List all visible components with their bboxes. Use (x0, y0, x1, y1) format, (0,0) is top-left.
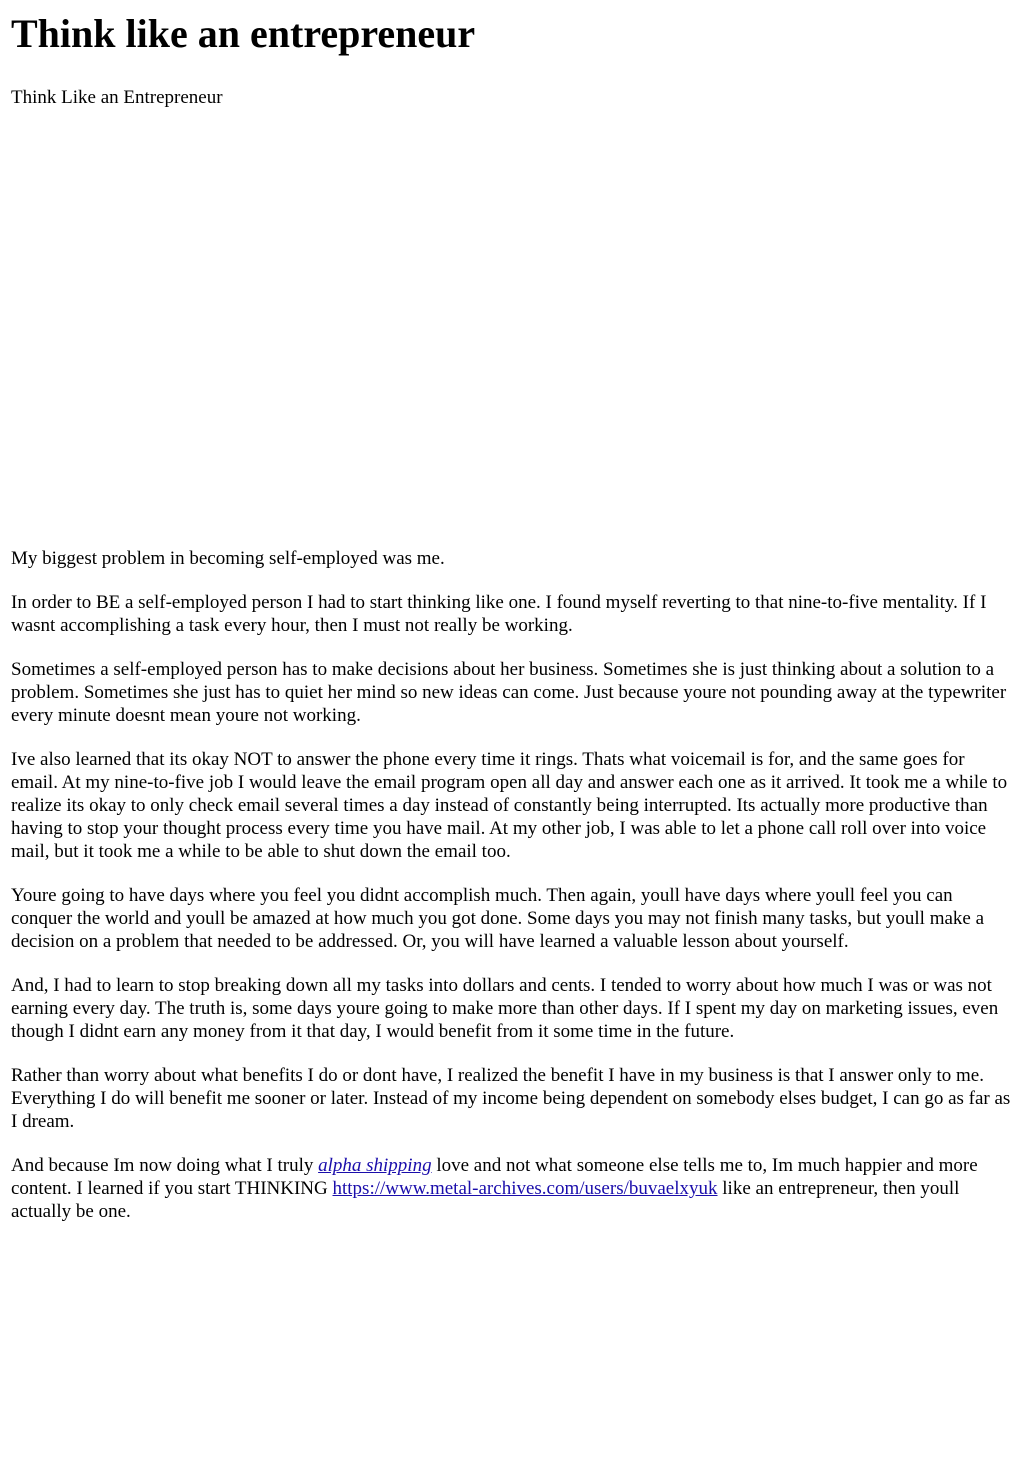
article-page (0, 11, 1024, 1223)
paragraph-8-text-3: like an entrepreneur, then youll actually be one. (11, 1178, 960, 1222)
paragraph-8 (11, 1154, 1013, 1223)
paragraph-7: Rather than worry about what benefits I do or dont have, I realized the benefit I have in my business is that I answer only to me. Everything I do will benefit me sooner or later. Instead of my income being dependent on somebody elses budget, I can go as far as I dream. (11, 1065, 1011, 1132)
alpha-shipping-link[interactable]: alpha shipping (318, 1155, 432, 1176)
paragraph-1: My biggest problem in becoming self-employed was me. (11, 548, 445, 569)
paragraph-8-text-2: love and not what someone else tells me to, Im much happier and more content. I learned if you start THINKING (11, 1155, 978, 1199)
paragraph-6: And, I had to learn to stop breaking down all my tasks into dollars and cents. I tended to worry about how much I was or was not earning every day. The truth is, some days youre going to make more than other days. If I spent my day on marketing issues, even though I didnt earn any money from it that day, I would benefit from it some time in the future. (11, 975, 999, 1042)
paragraph-3: Sometimes a self-employed person has to make decisions about her business. Sometimes she is just thinking about a solution to a problem. Sometimes she just has to quiet her mind so new ideas can come. Just because youre not pounding away at the typewriter every minute doesnt mean youre not working. (11, 659, 1007, 726)
paragraph-2: In order to BE a self-employed person I had to start thinking like one. I found myself reverting to that nine-to-five mentality. If I wasnt accomplishing a task every hour, then I must not really be working. (11, 592, 987, 636)
paragraph-5: Youre going to have days where you feel you didnt accomplish much. Then again, youll have days where youll feel you can conquer the world and youll be amazed at how much you got done. Some days you may not finish many tasks, but youll make a decision on a problem that needed to be addressed. Or, you will have learned a valuable lesson about yourself. (11, 885, 985, 952)
article-subtitle: Think Like an Entrepreneur (11, 87, 223, 108)
metal-archives-link[interactable]: https://www.metal-archives.com/users/buvaelxyuk (332, 1178, 718, 1199)
paragraph-4: Ive also learned that its okay NOT to answer the phone every time it rings. Thats what voicemail is for, and the same goes for email. At my nine-to-five job I would leave the email program open all day and answer each one as it arrived. It took me a while to realize its okay to only check email several times a day instead of constantly being interrupted. Its actually more productive than having to stop your thought process every time you have mail. At my other job, I was able to let a phone call roll over into voice mail, but it took me a while to be able to shut down the email too. (11, 749, 1008, 862)
blank-area (11, 109, 1013, 547)
paragraph-8-text-1: And because Im now doing what I truly (11, 1155, 319, 1176)
article-body (11, 547, 1013, 1223)
article-title: Think like an entrepreneur (11, 11, 476, 56)
